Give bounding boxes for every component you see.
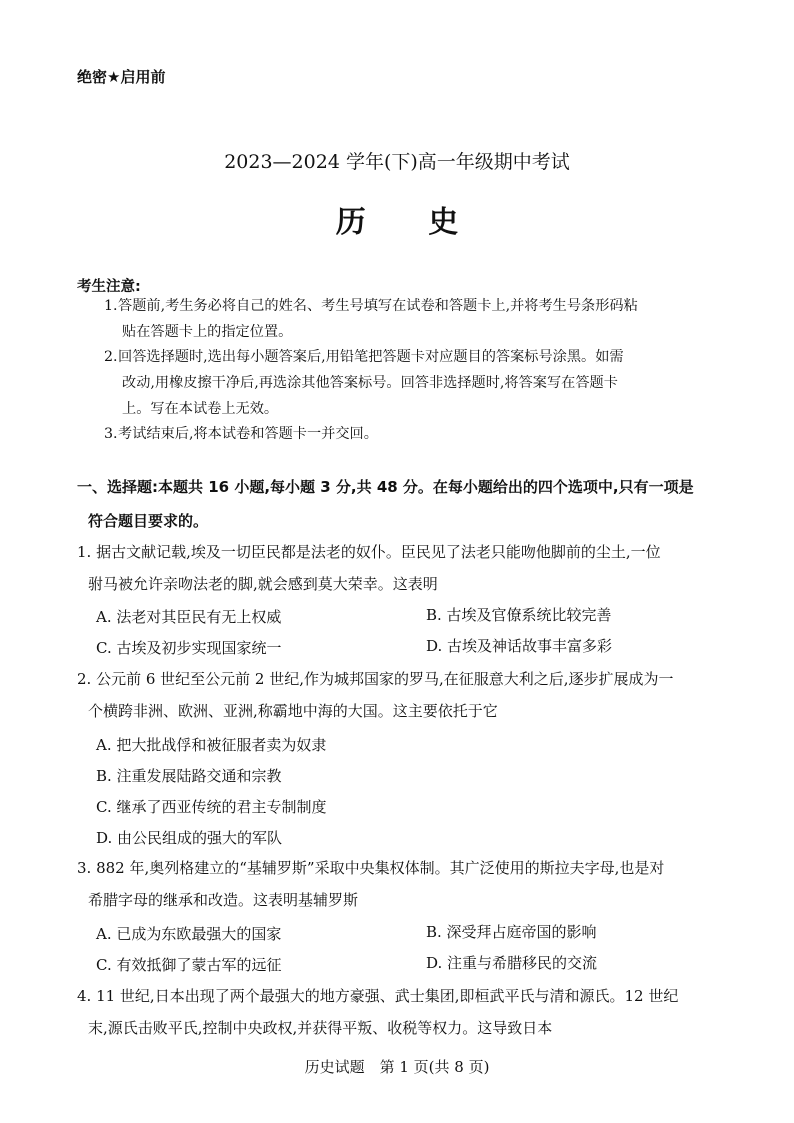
- question-stem: 2. 公元前 6 世纪至公元前 2 世纪,作为城邦国家的罗马,在征服意大利之后,逐步扩展成为一: [77, 670, 674, 688]
- option-c: C. 古埃及初步实现国家统一: [96, 639, 282, 657]
- notice-number: 2.: [104, 349, 118, 365]
- option-d: D. 注重与希腊移民的交流: [426, 954, 598, 972]
- section-heading-line: 一、选择题:本题共 16 小题,每小题 3 分,共 48 分。在每小题给出的四个选项中,只有一项是: [77, 478, 694, 496]
- notice-text: 回答选择题时,选出每小题答案后,用铅笔把答题卡对应题目的答案标号涂黑。如需: [118, 349, 624, 365]
- exam-title: 2023—2024 学年(下)高一年级期中考试: [224, 151, 570, 173]
- question-stem: 3. 882 年,奥列格建立的“基辅罗斯”采取中央集权体制。其广泛使用的斯拉夫字母,也是对: [77, 859, 665, 877]
- question-3: [77, 852, 719, 916]
- question-stem: 驸马被允许亲吻法老的脚,就会感到莫大荣幸。这表明: [88, 575, 438, 593]
- page-footer: 历史试题 第 1 页(共 8 页): [304, 1058, 490, 1076]
- question-1: [77, 536, 719, 600]
- option-b: B. 注重发展陆路交通和宗教: [96, 767, 282, 785]
- notice-text: 上。写在本试卷上无效。: [122, 401, 279, 417]
- option-d: D. 古埃及神话故事丰富多彩: [426, 637, 613, 655]
- notice-item: [104, 293, 720, 345]
- notice-item: [104, 421, 720, 447]
- option-b: B. 古埃及官僚系统比较完善: [426, 606, 612, 624]
- notice-item: [104, 344, 720, 422]
- option-a: A. 法老对其臣民有无上权威: [96, 608, 282, 626]
- option-b: B. 深受拜占庭帝国的影响: [426, 923, 597, 941]
- notice-number: 3.: [104, 426, 118, 442]
- question-stem: 希腊字母的继承和改造。这表明基辅罗斯: [88, 891, 359, 909]
- confidential-label: 绝密★启用前: [77, 68, 166, 86]
- notice-text: 答题前,考生务必将自己的姓名、考生号填写在试卷和答题卡上,并将考生号条形码粘: [118, 298, 638, 314]
- notice-text: 贴在答题卡上的指定位置。: [122, 324, 293, 340]
- notice-number: 1.: [104, 298, 118, 314]
- option-c: C. 继承了西亚传统的君主专制制度: [96, 798, 327, 816]
- option-a: A. 已成为东欧最强大的国家: [96, 925, 282, 943]
- section-heading: [77, 470, 719, 538]
- subject-title: 历 史: [335, 205, 485, 240]
- question-stem: 1. 据古文献记载,埃及一切臣民都是法老的奴仆。臣民见了法老只能吻他脚前的尘土,一位: [77, 543, 661, 561]
- question-2: [77, 663, 719, 727]
- notice-text: 考试结束后,将本试卷和答题卡一并交回。: [118, 426, 378, 442]
- question-4: [77, 980, 719, 1044]
- question-stem: 4. 11 世纪,日本出现了两个最强大的地方豪强、武士集团,即桓武平氏与清和源氏。12 世纪: [77, 987, 679, 1005]
- question-stem: 个横跨非洲、欧洲、亚洲,称霸地中海的大国。这主要依托于它: [88, 702, 498, 720]
- option-d: D. 由公民组成的强大的军队: [96, 829, 283, 847]
- option-a: A. 把大批战俘和被征服者卖为奴隶: [96, 736, 327, 754]
- question-stem: 末,源氏击败平氏,控制中央政权,并获得平叛、收税等权力。这导致日本: [88, 1019, 553, 1037]
- notice-title: 考生注意:: [77, 279, 141, 295]
- option-c: C. 有效抵御了蒙古军的远征: [96, 956, 282, 974]
- section-heading-line: 符合题目要求的。: [88, 512, 209, 530]
- notice-text: 改动,用橡皮擦干净后,再选涂其他答案标号。回答非选择题时,将答案写在答题卡: [122, 375, 618, 391]
